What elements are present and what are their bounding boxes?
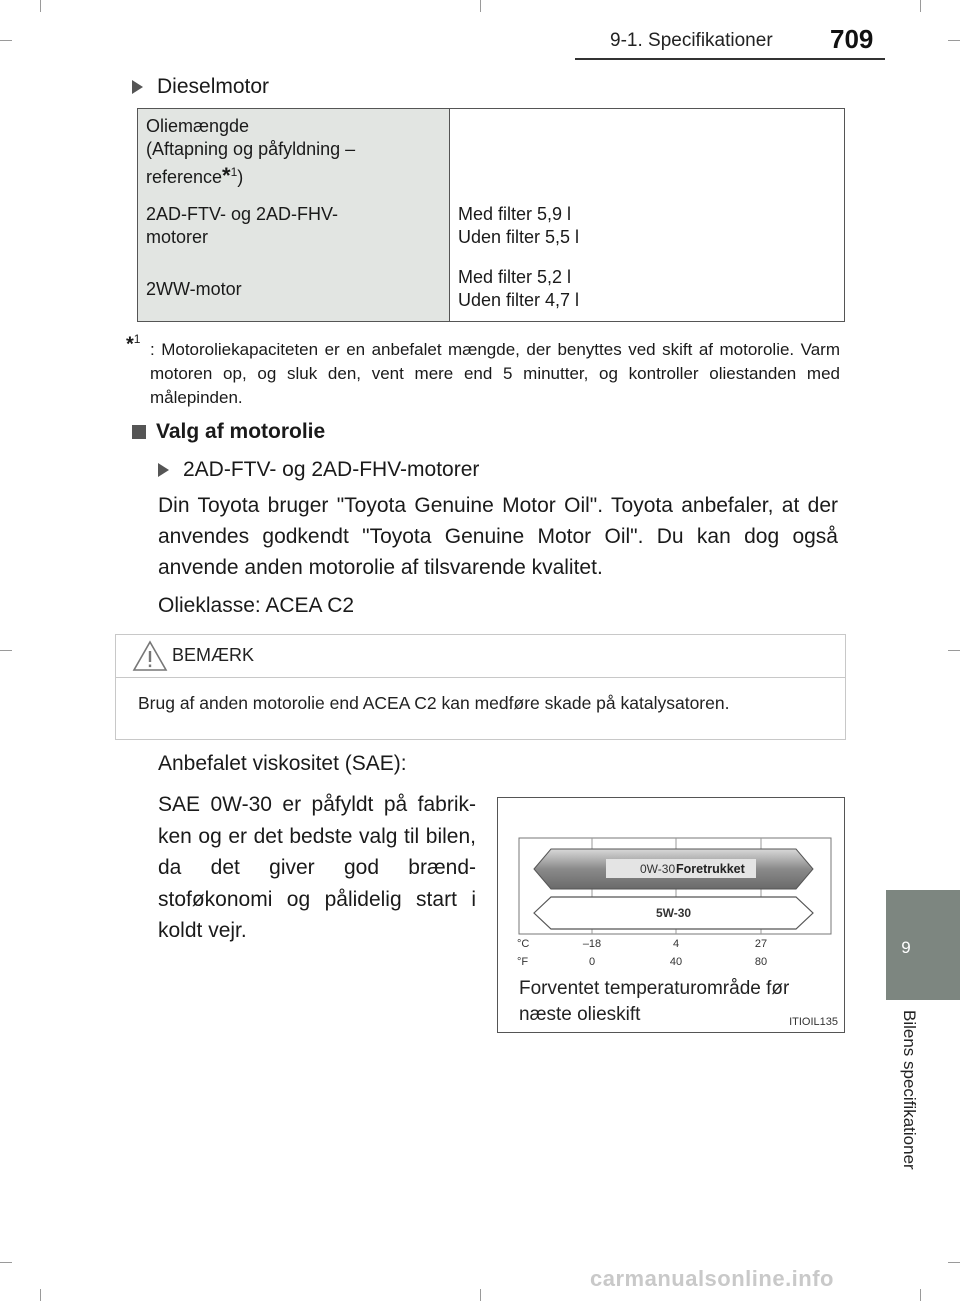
crop-mark	[480, 1289, 481, 1301]
crop-mark	[0, 1262, 12, 1263]
crop-mark	[920, 1289, 921, 1301]
tick-label-f: 0	[588, 956, 596, 968]
unit-fahrenheit: °F	[517, 956, 529, 968]
table-value-line: Uden filter 5,5 l	[458, 227, 580, 247]
section-heading	[132, 420, 325, 444]
notice-box	[115, 634, 846, 740]
crop-mark	[920, 0, 921, 12]
sub-heading	[158, 458, 479, 482]
oil-class: Olieklasse: ACEA C2	[158, 594, 355, 617]
table-cell-label	[138, 109, 450, 196]
table-label-line: (Aftapning og påfyldning –	[146, 139, 356, 159]
footnote-star: *	[126, 333, 134, 356]
notice-title: BEMÆRK	[172, 645, 255, 665]
table-cell-value	[450, 195, 845, 257]
crop-mark	[480, 0, 481, 12]
triangle-bullet-icon	[132, 80, 143, 94]
chapter-number: 9	[901, 938, 911, 957]
caption-line: Forventet temperaturområde før	[519, 978, 790, 999]
square-bullet-icon	[132, 425, 146, 439]
footnote-star: *	[222, 163, 231, 188]
notice-body: Brug af anden motorolie end ACEA C2 kan medføre skade på katalysatoren.	[138, 693, 730, 713]
table-value-line: Med filter 5,9 l	[458, 204, 572, 224]
crop-mark	[0, 40, 12, 41]
viscosity-text: SAE 0W-30 er påfyldt på fabrik-ken og er det bedste valg til bilen, da det giver god brænd-stoføkonomi og pålidelig start i koldt vejr.	[158, 793, 476, 942]
table-label-line: Oliemængde	[146, 116, 250, 136]
caption-line: næste olieskift	[519, 1004, 641, 1025]
crop-mark	[948, 40, 960, 41]
watermark: carmanualsonline.info	[590, 1266, 834, 1291]
crop-mark	[0, 650, 12, 651]
reference-close: )	[237, 167, 244, 187]
crop-mark	[40, 1289, 41, 1301]
unit-celsius: °C	[517, 938, 530, 950]
footnote-sup: 1	[133, 332, 141, 346]
oil-capacity-table	[137, 108, 845, 322]
footnote-text: : Motoroliekapaciteten er en anbefalet mængde, der benyttes ved skift af motorolie. Varm motoren op, og sluk den, vent mere end 5 minutter, og kontroller oliestanden med målepinden.	[150, 340, 840, 407]
section-heading-text: Valg af motorolie	[156, 420, 326, 443]
table-value-line: Uden filter 4,7 l	[458, 290, 580, 310]
table-row	[138, 257, 845, 322]
table-cell-label	[138, 195, 450, 257]
tick-label-c: –18	[582, 938, 602, 950]
table-cell-value	[450, 257, 845, 322]
tick-label-c: 27	[754, 938, 768, 950]
tick-label-f: 80	[754, 956, 768, 968]
bar-grade-bottom: 5W-30	[656, 906, 692, 920]
footnote-marker	[126, 332, 140, 357]
triangle-bullet-icon	[158, 463, 169, 477]
table-cell-value	[450, 109, 845, 196]
reference-word: reference	[146, 167, 223, 187]
viscosity-chart	[498, 798, 844, 973]
table-row	[138, 109, 845, 196]
notice-header	[116, 635, 845, 678]
bar-label-top: Foretrukket	[676, 862, 745, 876]
table-cell-label	[138, 257, 450, 322]
bar-grade-top: 0W-30	[640, 862, 676, 876]
viscosity-heading: Anbefalet viskositet (SAE):	[158, 752, 407, 775]
table-label-line: 2WW-motor	[146, 278, 242, 299]
crop-mark	[40, 0, 41, 12]
sub-heading-text: 2AD-FTV- og 2AD-FHV-motorer	[183, 458, 480, 481]
engine-heading-text: Dieselmotor	[157, 75, 270, 98]
footnote-sup: 1	[230, 165, 238, 179]
tick-label-f: 40	[669, 956, 683, 968]
viscosity-figure	[497, 797, 845, 1033]
table-row	[138, 195, 845, 257]
warning-triangle-icon	[132, 640, 168, 672]
engine-heading	[132, 75, 269, 99]
header-rule	[575, 58, 885, 60]
figure-code: ITIOIL135	[789, 1016, 838, 1028]
figure-caption	[519, 976, 789, 1028]
chapter-label: Bilens specifikationer	[900, 1010, 919, 1170]
table-label-line	[146, 161, 441, 189]
tick-label-c: 4	[672, 938, 680, 950]
crop-mark	[948, 1262, 960, 1263]
page-number: 709	[830, 24, 874, 54]
table-label-line: motorer	[146, 227, 209, 247]
table-label-line: 2AD-FTV- og 2AD-FHV-	[146, 204, 339, 224]
paragraph: Din Toyota bruger "Toyota Genuine Motor Oil". Toyota anbefaler, at der anvendes godkendt "Toyota Genuine Motor Oil". Du kan dog også anvende anden motorolie af tilsvarende kvalitet.	[158, 494, 838, 579]
table-value-line: Med filter 5,2 l	[458, 267, 572, 287]
crop-mark	[948, 650, 960, 651]
section-title: 9-1. Specifikationer	[610, 30, 773, 51]
